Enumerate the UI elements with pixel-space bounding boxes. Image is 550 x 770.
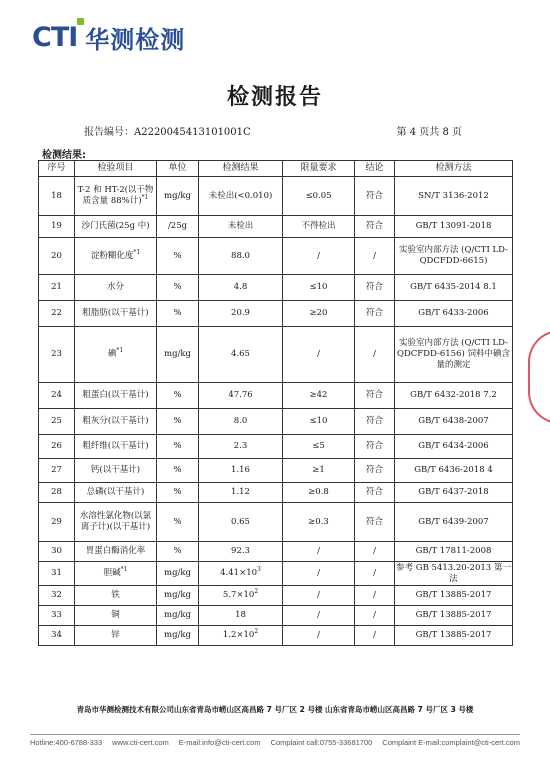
cell-conclusion — [355, 606, 395, 626]
cell-result — [199, 503, 283, 542]
cell-no — [39, 586, 75, 606]
cell-conclusion — [355, 459, 395, 483]
cell-unit-text: mg/kg — [164, 190, 191, 201]
table-row — [39, 275, 513, 301]
cell-result-text: 1.12 — [231, 487, 250, 497]
cell-item-text: 铜 — [111, 610, 120, 620]
cell-limit-text: ≥1 — [312, 465, 325, 475]
cell-limit-text: ≥42 — [309, 390, 328, 400]
cell-unit-text: /25g — [167, 221, 188, 231]
cell-conclusion — [355, 562, 395, 586]
cell-no-text: 31 — [51, 568, 62, 578]
table-row — [39, 238, 513, 275]
cell-no-text: 22 — [51, 308, 62, 318]
report-title: 检测报告 — [226, 85, 323, 110]
col-header-conclusion: 结论 — [355, 161, 395, 177]
cell-method — [395, 626, 513, 646]
cell-method — [395, 503, 513, 542]
cell-no — [39, 562, 75, 586]
email-link[interactable]: E-mail:info@cti-cert.com — [178, 738, 261, 747]
cell-conclusion — [355, 409, 395, 435]
cell-method-text: GB/T 6436-2018 4 — [414, 465, 493, 475]
col-header-unit: 单位 — [157, 161, 199, 177]
cell-item-text: 胆碱 — [103, 568, 121, 578]
cell-method — [395, 238, 513, 275]
cell-limit — [283, 542, 355, 562]
result-exponent: 3 — [257, 566, 261, 574]
table-row — [39, 562, 513, 586]
cell-item-text: 淀粉糊化度 — [90, 250, 134, 261]
cell-method-text: SN/T 3136-2012 — [418, 190, 489, 201]
cell-conclusion-text: / — [373, 568, 376, 578]
cell-conclusion-text: 符合 — [365, 282, 383, 292]
cell-item — [75, 626, 157, 646]
cell-method-text: GB/T 6433-2006 — [418, 308, 489, 318]
cell-no-text: 33 — [51, 610, 62, 620]
cell-method-text: 实验室内部方法 (Q/CTI LD-QDCFDD-6615) — [398, 245, 509, 266]
cell-item-text: 水分 — [106, 282, 124, 292]
cell-limit-text: / — [317, 546, 320, 556]
cell-conclusion — [355, 301, 395, 327]
cell-conclusion — [355, 238, 395, 275]
cell-no-text: 25 — [51, 416, 62, 426]
cell-limit-text: / — [317, 250, 320, 261]
cell-item — [75, 435, 157, 459]
cell-result — [199, 542, 283, 562]
cell-no-text: 21 — [51, 282, 62, 292]
cell-method-text: GB/T 13885-2017 — [415, 610, 492, 620]
cell-unit — [157, 238, 199, 275]
cell-limit — [283, 301, 355, 327]
cell-unit — [157, 586, 199, 606]
cell-conclusion-text: 符合 — [365, 441, 383, 451]
cell-no-text: 32 — [51, 590, 62, 600]
cell-conclusion-text: 符合 — [365, 465, 383, 475]
cell-no — [39, 327, 75, 383]
table-row — [39, 542, 513, 562]
cell-result-text: 88.0 — [231, 250, 250, 261]
cell-unit — [157, 503, 199, 542]
cell-method-text: GB/T 6437-2018 — [418, 487, 489, 497]
cell-no-text: 30 — [51, 546, 62, 556]
cell-method — [395, 216, 513, 238]
cell-unit-text: mg/kg — [164, 610, 191, 620]
cell-item — [75, 459, 157, 483]
cell-unit-text: % — [173, 441, 182, 451]
cell-method-text: GB/T 6432-2018 7.2 — [410, 390, 497, 400]
cell-result — [199, 483, 283, 503]
cell-limit — [283, 275, 355, 301]
cell-conclusion — [355, 503, 395, 542]
cell-unit-text: % — [173, 465, 182, 475]
cell-method — [395, 383, 513, 409]
cell-method — [395, 586, 513, 606]
cell-unit-text: mg/kg — [164, 630, 191, 640]
logo-mark — [32, 22, 77, 53]
col-header-limit: 限量要求 — [283, 161, 355, 177]
cell-unit-text: % — [173, 546, 182, 556]
cell-method-text: 实验室内部方法 (Q/CTI LD-QDCFDD-6156) 饲料中碘含量的测定 — [397, 338, 510, 370]
cell-no-text: 29 — [51, 516, 62, 527]
cell-unit — [157, 177, 199, 216]
table-row — [39, 216, 513, 238]
cell-item — [75, 216, 157, 238]
col-header-no: 序号 — [39, 161, 75, 177]
cell-result-text: 5.7×10 — [222, 590, 255, 600]
cell-conclusion — [355, 435, 395, 459]
cell-no — [39, 409, 75, 435]
cell-method — [395, 409, 513, 435]
footer-address: 青岛市华测检测技术有限公司山东省青岛市崂山区高昌路 7 号厂区 2 号楼 山东省青岛市崂山区高昌路 7 号厂区 3 号楼 — [76, 705, 474, 714]
cell-limit — [283, 327, 355, 383]
cell-result — [199, 409, 283, 435]
cell-method-text: GB/T 17811-2008 — [415, 546, 492, 556]
cell-limit — [283, 562, 355, 586]
cell-method — [395, 542, 513, 562]
cell-result — [199, 238, 283, 275]
col-header-result: 检测结果 — [199, 161, 283, 177]
cell-unit-text: % — [173, 390, 182, 400]
cell-method — [395, 275, 513, 301]
table-row — [39, 606, 513, 626]
cell-unit — [157, 301, 199, 327]
cell-no-text: 18 — [51, 190, 62, 201]
cell-item-text: 胃蛋白酶消化率 — [85, 546, 146, 556]
section-label: 检测结果: — [42, 150, 86, 161]
cell-item-text: 粗灰分(以干基计) — [82, 416, 149, 426]
results-table — [38, 160, 513, 646]
cell-no — [39, 383, 75, 409]
logo-text: 华测检测 — [85, 26, 186, 54]
cell-no — [39, 301, 75, 327]
cell-unit — [157, 275, 199, 301]
table-header-row — [39, 161, 513, 177]
cell-limit — [283, 606, 355, 626]
cell-unit-text: mg/kg — [164, 590, 191, 600]
cell-limit — [283, 409, 355, 435]
cell-method — [395, 435, 513, 459]
page-info: 第 4 页共 8 页 — [396, 127, 462, 138]
cell-result-text: 2.3 — [233, 441, 248, 451]
cell-no — [39, 483, 75, 503]
cell-method-text: GB/T 6435-2014 8.1 — [410, 282, 497, 292]
cell-no — [39, 275, 75, 301]
cell-limit-text: ≤0.05 — [305, 190, 332, 201]
cell-unit-text: mg/kg — [164, 349, 191, 359]
cell-method-text: GB/T 13091-2018 — [415, 221, 492, 231]
table-row — [39, 503, 513, 542]
cell-conclusion-text: 符合 — [365, 190, 383, 201]
cell-conclusion — [355, 586, 395, 606]
results-body — [39, 177, 513, 646]
cell-result-text: 18 — [235, 610, 246, 620]
cell-limit-text: ≥20 — [309, 308, 328, 318]
cell-limit — [283, 586, 355, 606]
cell-conclusion — [355, 177, 395, 216]
cell-no — [39, 177, 75, 216]
cell-unit — [157, 216, 199, 238]
cell-unit-text: % — [173, 487, 182, 497]
cell-unit-text: % — [173, 250, 182, 261]
cell-conclusion-text: / — [373, 250, 376, 261]
cell-unit — [157, 435, 199, 459]
cell-result — [199, 626, 283, 646]
cell-no — [39, 606, 75, 626]
cell-limit-text: ≥0.3 — [308, 516, 329, 527]
cell-no — [39, 435, 75, 459]
cell-item — [75, 606, 157, 626]
cell-method-text: GB/T 6439-2007 — [418, 516, 489, 527]
cell-result-text: 1.2×10 — [222, 630, 255, 640]
cell-item-text: 粗蛋白(以干基计) — [82, 390, 149, 400]
cell-limit — [283, 435, 355, 459]
cell-unit-text: % — [173, 416, 182, 426]
cell-no — [39, 459, 75, 483]
cell-result — [199, 327, 283, 383]
cell-limit-text: / — [317, 630, 320, 640]
cell-item-text: 钙(以干基计) — [90, 465, 141, 475]
cell-result-text: 20.9 — [231, 308, 250, 318]
cell-unit — [157, 483, 199, 503]
cell-result — [199, 562, 283, 586]
cell-item-text: 粗纤维(以干基计) — [82, 441, 149, 451]
cell-no — [39, 503, 75, 542]
cell-unit — [157, 606, 199, 626]
cell-result — [199, 216, 283, 238]
cell-item — [75, 503, 157, 542]
cell-conclusion-text: 符合 — [365, 416, 383, 426]
cell-unit — [157, 459, 199, 483]
cell-no-text: 23 — [51, 349, 62, 359]
cell-item-text: 水溶性氯化物(以氯离子计)(以干基计) — [79, 511, 152, 532]
cell-item-text: 粗脂肪(以干基计) — [82, 308, 149, 318]
cell-limit — [283, 626, 355, 646]
cell-method — [395, 459, 513, 483]
cell-item-text: T-2 和 HT-2(以干物质含量 88%计) — [77, 185, 154, 206]
cell-limit-text: ≤10 — [309, 416, 328, 426]
table-row — [39, 483, 513, 503]
table-row — [39, 177, 513, 216]
cell-result-text: 47.76 — [228, 390, 253, 400]
cell-unit-text: mg/kg — [164, 568, 191, 578]
cell-limit-text: / — [317, 568, 320, 578]
col-header-method: 检测方法 — [395, 161, 513, 177]
cell-item-text: 总磷(以干基计) — [86, 487, 145, 497]
table-row — [39, 327, 513, 383]
cell-method — [395, 562, 513, 586]
cell-conclusion — [355, 275, 395, 301]
cell-method-text: GB/T 13885-2017 — [415, 630, 492, 640]
seal-stamp-icon — [528, 330, 550, 424]
cell-item — [75, 483, 157, 503]
cell-no-text: 19 — [51, 221, 62, 231]
cell-result — [199, 177, 283, 216]
cell-no-text: 34 — [51, 630, 62, 640]
cell-conclusion-text: / — [373, 546, 376, 556]
result-exponent: 2 — [254, 588, 259, 596]
cell-unit — [157, 542, 199, 562]
cell-item — [75, 562, 157, 586]
cell-result — [199, 383, 283, 409]
cell-limit — [283, 483, 355, 503]
table-row — [39, 626, 513, 646]
cell-result-text: 未检出(<0.010) — [208, 190, 273, 201]
cell-conclusion-text: / — [373, 590, 376, 600]
cell-conclusion-text: 符合 — [365, 390, 383, 400]
cell-result — [199, 435, 283, 459]
table-row — [39, 459, 513, 483]
col-header-item: 检验项目 — [75, 161, 157, 177]
cell-conclusion-text: / — [373, 630, 376, 640]
footer-divider — [30, 734, 520, 735]
cell-conclusion-text: 符合 — [365, 487, 383, 497]
cell-conclusion-text: 符合 — [365, 516, 383, 527]
cell-limit — [283, 216, 355, 238]
cell-method-text: GB/T 6434-2006 — [418, 441, 489, 451]
cell-conclusion — [355, 542, 395, 562]
cell-item-text: 锌 — [111, 630, 120, 640]
item-note: *1 — [116, 347, 124, 355]
logo-dot-icon — [77, 18, 84, 25]
report-number: 报告编号：A2220045413101001C — [84, 127, 251, 138]
item-note: *1 — [141, 194, 149, 202]
cell-item — [75, 586, 157, 606]
cell-no-text: 28 — [51, 487, 62, 497]
cell-limit-text: / — [317, 349, 320, 359]
cell-unit — [157, 383, 199, 409]
website-link[interactable]: www.cti-cert.com — [112, 738, 169, 747]
cell-result — [199, 459, 283, 483]
cell-item — [75, 177, 157, 216]
cell-conclusion-text: / — [373, 349, 376, 359]
cell-no — [39, 542, 75, 562]
cell-result-text: 4.8 — [233, 282, 248, 292]
logo-mark-text: CTI — [32, 22, 78, 53]
cell-limit — [283, 503, 355, 542]
cell-unit-text: % — [173, 282, 182, 292]
cell-result — [199, 586, 283, 606]
cell-item — [75, 542, 157, 562]
cell-result-text: 0.65 — [231, 516, 250, 527]
cell-item — [75, 275, 157, 301]
cell-unit — [157, 409, 199, 435]
cell-method — [395, 606, 513, 626]
cell-unit — [157, 327, 199, 383]
cell-result — [199, 606, 283, 626]
company-logo — [32, 20, 185, 55]
cell-result-text: 8.0 — [233, 416, 248, 426]
cell-conclusion — [355, 483, 395, 503]
table-row — [39, 383, 513, 409]
result-exponent: 2 — [254, 628, 259, 636]
cell-limit-text: / — [317, 590, 320, 600]
cell-method — [395, 327, 513, 383]
cell-limit-text: ≥0.8 — [308, 487, 329, 497]
table-row — [39, 586, 513, 606]
cell-result-text: 4.65 — [231, 349, 250, 359]
cell-no — [39, 238, 75, 275]
hotline: Hotline:400-6788-333 — [30, 738, 103, 747]
cell-result — [199, 301, 283, 327]
table-row — [39, 435, 513, 459]
footer-contacts — [30, 738, 520, 747]
cell-limit — [283, 459, 355, 483]
cell-no-text: 20 — [51, 250, 62, 261]
item-note: *1 — [133, 248, 141, 256]
cell-no — [39, 626, 75, 646]
table-row — [39, 301, 513, 327]
cell-item — [75, 301, 157, 327]
cell-result-text: 4.41×10 — [220, 568, 258, 578]
cell-no-text: 27 — [51, 465, 62, 475]
cell-limit — [283, 177, 355, 216]
cell-item-text: 碘 — [107, 349, 117, 359]
cell-item-text: 沙门氏菌(25g 中) — [81, 221, 150, 231]
cell-conclusion — [355, 383, 395, 409]
cell-method-text: GB/T 13885-2017 — [415, 590, 492, 600]
cell-conclusion-text: 符合 — [365, 221, 383, 231]
cell-limit — [283, 238, 355, 275]
cell-unit — [157, 562, 199, 586]
cell-item — [75, 327, 157, 383]
cell-unit-text: % — [173, 308, 182, 318]
cell-method — [395, 177, 513, 216]
cell-conclusion-text: / — [373, 610, 376, 620]
complaint-call: Complaint call:0755-33681700 — [270, 738, 373, 747]
cell-item — [75, 238, 157, 275]
cell-item — [75, 409, 157, 435]
item-note: *1 — [120, 566, 128, 574]
cell-item-text: 铁 — [111, 590, 120, 600]
cell-unit-text: % — [173, 516, 182, 527]
cell-item — [75, 383, 157, 409]
cell-limit-text: / — [317, 610, 320, 620]
complaint-email-link[interactable]: Complaint E-mail:complaint@cti-cert.com — [382, 738, 520, 747]
cell-no — [39, 216, 75, 238]
table-row — [39, 409, 513, 435]
cell-limit — [283, 383, 355, 409]
cell-result-text: 未检出 — [227, 221, 254, 231]
cell-unit — [157, 626, 199, 646]
cell-limit-text: ≤10 — [309, 282, 328, 292]
cell-no-text: 24 — [51, 390, 62, 400]
cell-result — [199, 275, 283, 301]
cell-method — [395, 483, 513, 503]
cell-conclusion — [355, 327, 395, 383]
cell-method-text: 参考 GB 5413.20-2013 第一法 — [396, 562, 511, 584]
cell-limit-text: ≤5 — [312, 441, 325, 451]
cell-conclusion-text: 符合 — [365, 308, 383, 318]
cell-conclusion — [355, 626, 395, 646]
cell-result-text: 92.3 — [231, 546, 250, 556]
cell-limit-text: 不得检出 — [301, 221, 336, 231]
cell-method-text: GB/T 6438-2007 — [418, 416, 489, 426]
cell-no-text: 26 — [51, 441, 62, 451]
cell-conclusion — [355, 216, 395, 238]
cell-method — [395, 301, 513, 327]
cell-result-text: 1.16 — [231, 465, 250, 475]
